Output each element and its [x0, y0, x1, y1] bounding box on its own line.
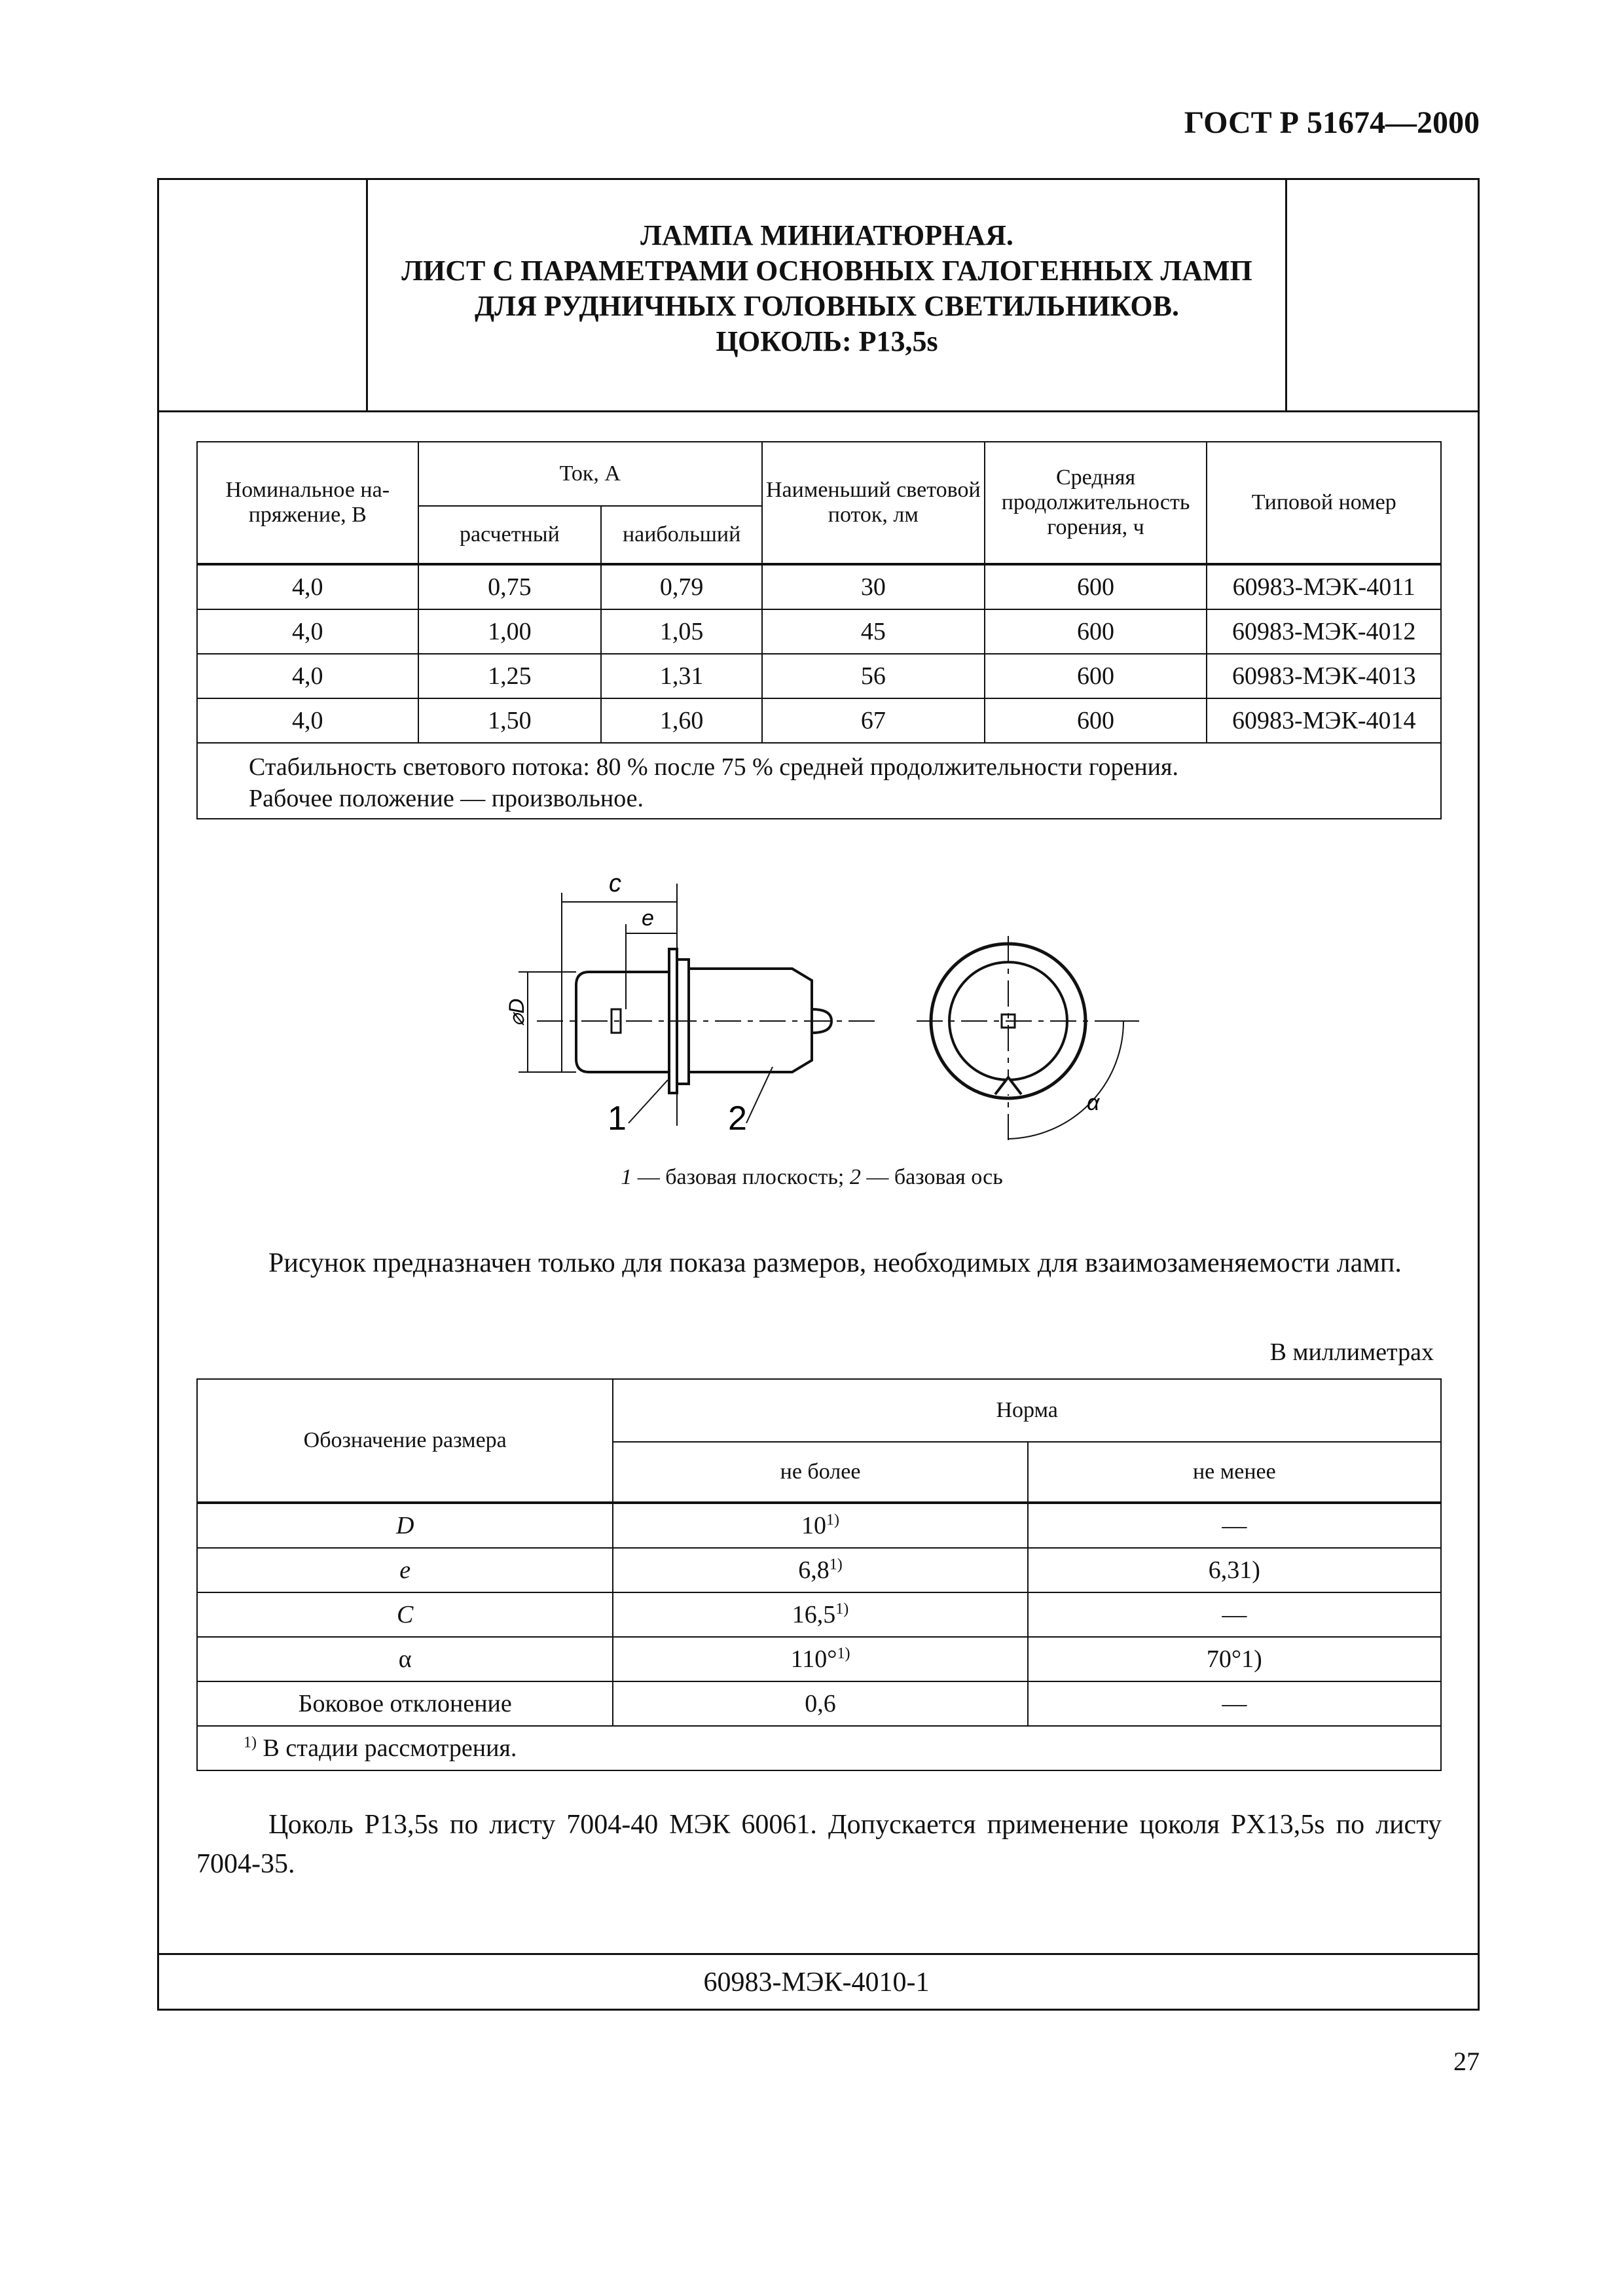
lamp-parameters-table [196, 441, 1442, 819]
header-current-calc: расчетный [418, 506, 602, 564]
header-type-number: Типовой номер [1207, 442, 1441, 564]
body-paragraph-2: Цоколь P13,5s по листу 7004-40 МЭК 60061. Допускается применение цоколя PX13,5s по листу 7004-35. [196, 1810, 1442, 1879]
table-row [197, 609, 1441, 654]
cell-flux: 67 [762, 698, 985, 743]
note-line: Рабочее положение — произвольное. [249, 785, 644, 812]
table-row [197, 654, 1441, 698]
table-row [197, 1637, 1441, 1681]
label-ref-1: 1 [608, 1100, 627, 1138]
title-line: ДЛЯ РУДНИЧНЫХ ГОЛОВНЫХ СВЕТИЛЬНИКОВ. [475, 290, 1179, 322]
cell-flux: 45 [762, 609, 985, 654]
dimensions-table [196, 1378, 1442, 1771]
header-flux: Наименьший световой поток, лм [762, 442, 985, 564]
cell-max: 16,5$^{1)}$ [613, 1592, 1027, 1637]
cell-current-calc: 1,00 [418, 609, 602, 654]
header-voltage: Номинальное на-пряжение, В [197, 442, 418, 564]
caption-ref-1: 1 [621, 1165, 632, 1189]
cell-dimension-name: α [197, 1637, 613, 1681]
cell-voltage: 4,0 [197, 564, 418, 609]
header-current: Ток, А [418, 442, 762, 506]
cell-type-number: 60983-МЭК-4012 [1207, 609, 1441, 654]
cell-type-number: 60983-МЭК-4013 [1207, 654, 1441, 698]
cell-current-calc: 0,75 [418, 564, 602, 609]
title-block [159, 180, 1478, 412]
header-current-max: наибольший [601, 506, 762, 564]
cell-life: 600 [985, 698, 1207, 743]
caption-text-2: — базовая ось [860, 1165, 1003, 1189]
cell-dimension-name: Боковое отклонение [197, 1681, 613, 1726]
header-designation: Обозначение размера [197, 1379, 613, 1503]
standard-code: ГОСТ Р 51674—2000 [1184, 105, 1480, 140]
table-row [197, 1681, 1441, 1726]
cell-flux: 30 [762, 564, 985, 609]
table-row [197, 1592, 1441, 1637]
cell-min: — [1028, 1681, 1441, 1726]
cell-flux: 56 [762, 654, 985, 698]
table-row [197, 1548, 1441, 1592]
cell-max: 0,6 [613, 1681, 1027, 1726]
lamp-side-view [537, 949, 877, 1093]
cell-current-calc: 1,50 [418, 698, 602, 743]
table-footnote: $^{1)}$ В стадии рассмотрения. [197, 1726, 1441, 1770]
title-block-left-cell [159, 180, 368, 410]
cell-min: — [1028, 1592, 1441, 1637]
caption-ref-2: 2 [849, 1165, 861, 1189]
cell-life: 600 [985, 564, 1207, 609]
cell-voltage: 4,0 [197, 698, 418, 743]
label-ref-2: 2 [728, 1100, 747, 1138]
sheet-number: 60983-МЭК-4010-1 [703, 1967, 930, 1998]
cell-voltage: 4,0 [197, 609, 418, 654]
cell-dimension-name: D [197, 1503, 613, 1548]
header-max: не более [613, 1442, 1027, 1503]
cell-min: 6,31) [1028, 1548, 1441, 1592]
title-line: ЛАМПА МИНИАТЮРНАЯ. [640, 219, 1013, 251]
table-row [197, 1503, 1441, 1548]
label-alpha: α [1087, 1090, 1100, 1115]
lamp-end-view [917, 936, 1139, 1145]
cell-current-max: 1,60 [601, 698, 762, 743]
cell-dimension-name: C [197, 1592, 613, 1637]
label-c: c [609, 870, 621, 897]
table-note [197, 743, 1441, 819]
note-line: Стабильность светового потока: 80 % после 75 % средней продолжительности горения. [249, 753, 1178, 781]
title-block-right-cell [1285, 180, 1480, 410]
cell-current-max: 1,31 [601, 654, 762, 698]
table-note-row [197, 743, 1441, 819]
sheet-title [369, 218, 1285, 359]
cell-max: 10$^{1)}$ [613, 1503, 1027, 1548]
caption-text-1: — базовая плоскость; [632, 1165, 850, 1189]
title-line: ЛИСТ С ПАРАМЕТРАМИ ОСНОВНЫХ ГАЛОГЕННЫХ ЛАМП [401, 255, 1252, 287]
table-footnote-row [197, 1726, 1441, 1770]
cell-voltage: 4,0 [197, 654, 418, 698]
cell-max: 6,8$^{1)}$ [613, 1548, 1027, 1592]
cell-dimension-name: e [197, 1548, 613, 1592]
cell-type-number: 60983-МЭК-4014 [1207, 698, 1441, 743]
label-e: e [642, 906, 654, 931]
header-norm: Норма [613, 1379, 1441, 1442]
title-line: ЦОКОЛЬ: P13,5s [716, 325, 938, 357]
cell-current-calc: 1,25 [418, 654, 602, 698]
lamp-dimension-drawing [484, 864, 1165, 1152]
body-paragraph-1: Рисунок предназначен только для показа размеров, необходимых для взаимозаменяемости ламп. [268, 1248, 1402, 1278]
cell-min: — [1028, 1503, 1441, 1548]
table-row [197, 698, 1441, 743]
page-number: 27 [1453, 2047, 1480, 2076]
cell-type-number: 60983-МЭК-4011 [1207, 564, 1441, 609]
sheet-footer [157, 1953, 1480, 2011]
figure-caption [354, 1165, 1270, 1190]
cell-min: 70°1) [1028, 1637, 1441, 1681]
cell-current-max: 0,79 [601, 564, 762, 609]
cell-current-max: 1,05 [601, 609, 762, 654]
cell-life: 600 [985, 609, 1207, 654]
header-life: Средняя продолжительность горения, ч [985, 442, 1207, 564]
header-min: не менее [1028, 1442, 1441, 1503]
cell-max: 110°$^{1)}$ [613, 1637, 1027, 1681]
units-label: В миллиметрах [1269, 1338, 1434, 1366]
table-row [197, 564, 1441, 609]
label-diameter: ⌀D [505, 998, 528, 1026]
cell-life: 600 [985, 654, 1207, 698]
